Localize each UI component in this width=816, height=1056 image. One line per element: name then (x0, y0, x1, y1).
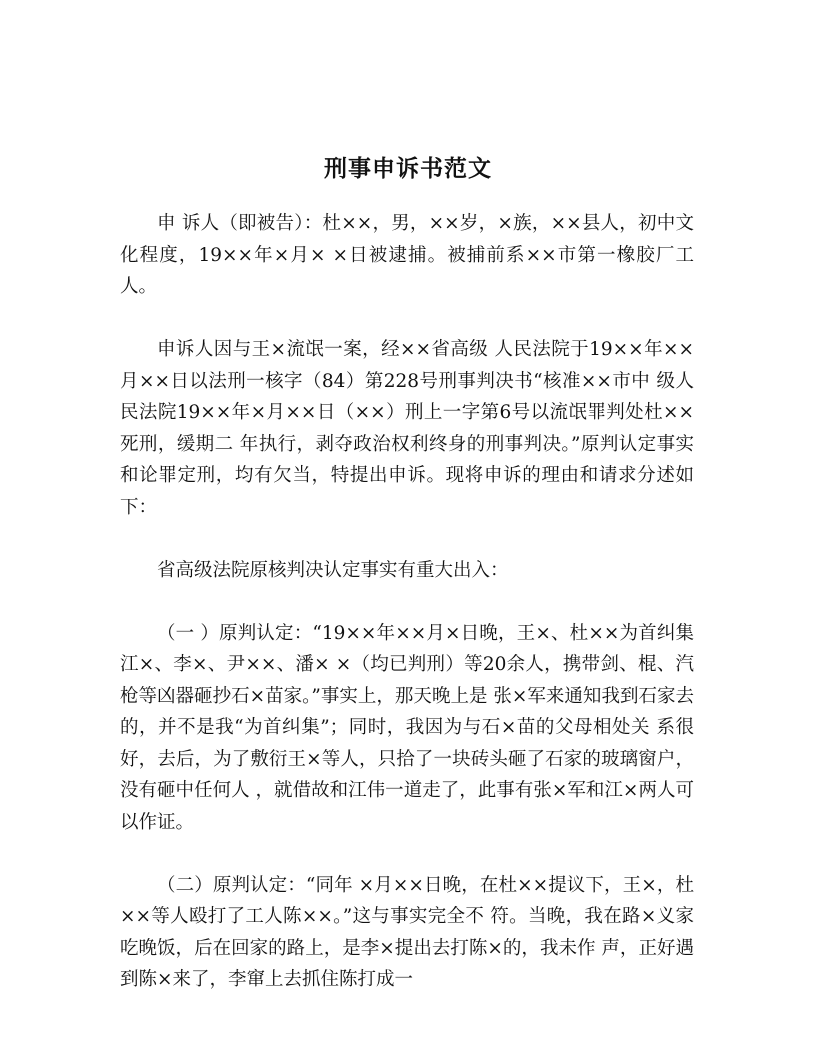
document-title: 刑事申诉书范文 (324, 155, 492, 182)
paragraph-grounds-heading: 省高级法院原核判决认定事实有重大出入： (157, 559, 509, 581)
paragraph-case-summary: 申诉人因与王×流氓一案，经××省高级 人民法院于19××年××月××日以法刑一核字（84）第228号刑事判决书“核准××市中 级人民法院19××年×月××日（××）刑上一字第6号以流氓罪判处杜××死刑，缓期二 年执行，剥夺政治权利终身的刑事判决。”原判认定事实和论罪定刑，均有欠当，特提出申诉。现将申诉的理由和请求分述如下： (120, 339, 694, 518)
paragraph-point-two: （二）原判认定：“同年 ×月××日晚，在杜××提议下，王×，杜××等人殴打了工人陈××。”这与事实完全不 符。当晚，我在路×义家吃晚饭，后在回家的路上，是李×提出去打陈×的，我未作 声，正好遇到陈×来了，李窜上去抓住陈打成一 (120, 874, 694, 990)
document-body (120, 208, 694, 1027)
paragraph-point-one: （一 ）原判认定：“19××年××月×日晚，王×、杜××为首纠集江×、李×、尹××、潘× ×（均已判刑）等20余人，携带剑、棍、汽枪等凶器砸抄石×苗家。”事实上，那天晚上是 张×军来通知我到石家去的，并不是我“为首纠集”；同时，我因为与石×苗的父母相处关 系很好，去后，为了敷衍王×等人，只拾了一块砖头砸了石家的玻璃窗户，没有砸中任何人 ，就借故和江伟一道走了，此事有张×军和江×两人可以作证。 (120, 622, 694, 833)
paragraph-appellant-info: 申 诉人（即被告）：杜××，男，××岁，×族，××县人，初中文化程度，19××年×月× ×日被逮捕。被捕前系××市第一橡胶厂工人。 (120, 213, 694, 297)
